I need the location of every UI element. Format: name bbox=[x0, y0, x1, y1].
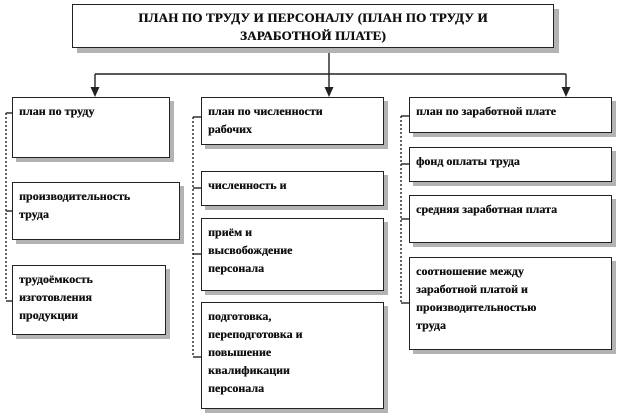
staff-training-line-4: квалификации bbox=[208, 363, 290, 377]
staff-training-line-3: повышение bbox=[208, 345, 272, 359]
labor-intensity-line-1: трудоёмкость bbox=[19, 272, 93, 286]
average-wage-box bbox=[409, 195, 612, 243]
hiring-release-box bbox=[201, 218, 384, 291]
wage-plan-label: план по заработной плате bbox=[416, 104, 556, 118]
headcount-plan-line-1: план по численности bbox=[208, 104, 323, 118]
arrowhead-labor bbox=[91, 87, 100, 97]
hiring-release-line-3: персонала bbox=[208, 261, 264, 275]
labor-intensity-line-3: продукции bbox=[19, 308, 78, 322]
wage-fund-label: фонд оплаты труда bbox=[416, 154, 520, 168]
headcount-plan-line-2: рабочих bbox=[208, 122, 252, 136]
arrowhead-wage bbox=[562, 87, 571, 97]
staff-training-box bbox=[201, 302, 384, 409]
average-wage-label: средняя заработная плата bbox=[416, 202, 557, 216]
labor-productivity-line-1: производительность bbox=[19, 189, 131, 203]
headcount-box bbox=[201, 171, 384, 206]
labor-intensity-box bbox=[12, 265, 166, 335]
hiring-release-line-2: высвобождение bbox=[208, 243, 293, 257]
staff-training-line-5: персонала bbox=[208, 381, 264, 395]
labor-plan-label: план по труду bbox=[19, 104, 95, 118]
hiring-release-line-1: приём и bbox=[208, 225, 252, 239]
wage-productivity-ratio-line-2: заработной платой и bbox=[416, 282, 528, 296]
wage-fund-box bbox=[409, 147, 612, 182]
labor-plan-box bbox=[12, 97, 170, 158]
wage-productivity-ratio-box bbox=[409, 257, 612, 350]
staff-training-line-2: переподготовка и bbox=[208, 327, 303, 341]
staff-training-line-1: подготовка, bbox=[208, 309, 272, 323]
wage-plan-box bbox=[409, 97, 612, 133]
diagram-title-line-1: ПЛАН ПО ТРУДУ И ПЕРСОНАЛУ (ПЛАН ПО ТРУДУ И bbox=[138, 10, 488, 25]
wage-productivity-ratio-line-1: соотношение между bbox=[416, 264, 524, 278]
diagram-title-box bbox=[72, 4, 554, 48]
headcount-label: численность и bbox=[208, 178, 287, 192]
headcount-plan-box bbox=[201, 97, 384, 145]
labor-intensity-line-2: изготовления bbox=[19, 290, 92, 304]
labor-productivity-box bbox=[12, 182, 180, 240]
wage-productivity-ratio-line-3: производительностью bbox=[416, 300, 537, 314]
diagram-title-line-2: ЗАРАБОТНОЙ ПЛАТЕ) bbox=[240, 28, 386, 43]
wage-productivity-ratio-line-4: труда bbox=[416, 318, 446, 332]
labor-productivity-line-2: труда bbox=[19, 207, 49, 221]
arrowhead-headcount bbox=[325, 87, 334, 97]
